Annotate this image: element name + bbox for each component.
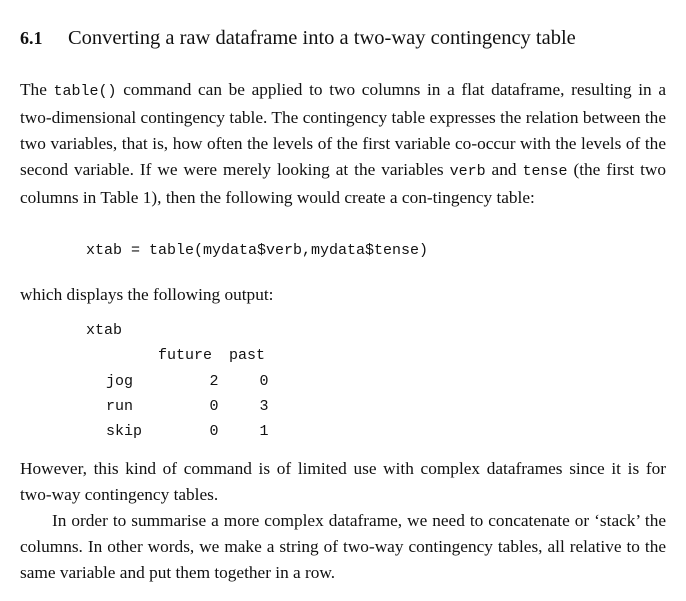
output-column-past: past — [229, 347, 266, 364]
paragraph-output-intro: which displays the following output: — [20, 285, 274, 304]
paragraph-stacking: In order to summarise a more complex dataframe, we need to concatenate or ‘stack’ the columns. In other words, we make a string of two-way contingency tables, all relative to the same variable and put them together in a row. — [20, 511, 666, 582]
output-row-label-jog: jog — [106, 373, 134, 390]
output-row-label-run: run — [106, 398, 134, 415]
output-column-future: future — [158, 347, 213, 364]
output-variable-name: xtab — [86, 322, 123, 339]
inline-code-tense: tense — [522, 163, 568, 180]
text-run: The — [20, 80, 54, 99]
text-run: command can be applied to two columns in a flat dataframe, resulting in a two-dimensional contingency table. The contingency table expresses the relation between the two variables, that is, how often the levels of the first variable co-occur with the levels of the second variable. If we were merely looking at the variables — [20, 80, 667, 179]
text-run: (the first two columns in Table 1), then the following would create a con-tingency table: — [20, 160, 667, 207]
inline-code-table: table() — [53, 83, 117, 100]
section-title: Converting a raw dataframe into a two-way contingency table — [68, 27, 576, 49]
output-cell: 1 — [259, 423, 269, 440]
output-cell: 0 — [209, 423, 219, 440]
output-row-label-skip: skip — [106, 423, 143, 440]
paragraph-limitation: However, this kind of command is of limited use with complex dataframes since it is for two-way contingency tables. — [20, 459, 666, 504]
text-run: and — [485, 160, 523, 179]
inline-code-verb: verb — [449, 163, 486, 180]
output-cell: 0 — [259, 373, 269, 390]
code-block: xtab = table(mydata$verb,mydata$tense) — [86, 242, 429, 259]
output-cell: 3 — [259, 398, 269, 415]
section-number: 6.1 — [20, 28, 43, 48]
section-heading — [20, 24, 670, 52]
output-cell: 0 — [209, 398, 219, 415]
output-cell: 2 — [209, 373, 219, 390]
paragraph-intro — [20, 77, 666, 211]
